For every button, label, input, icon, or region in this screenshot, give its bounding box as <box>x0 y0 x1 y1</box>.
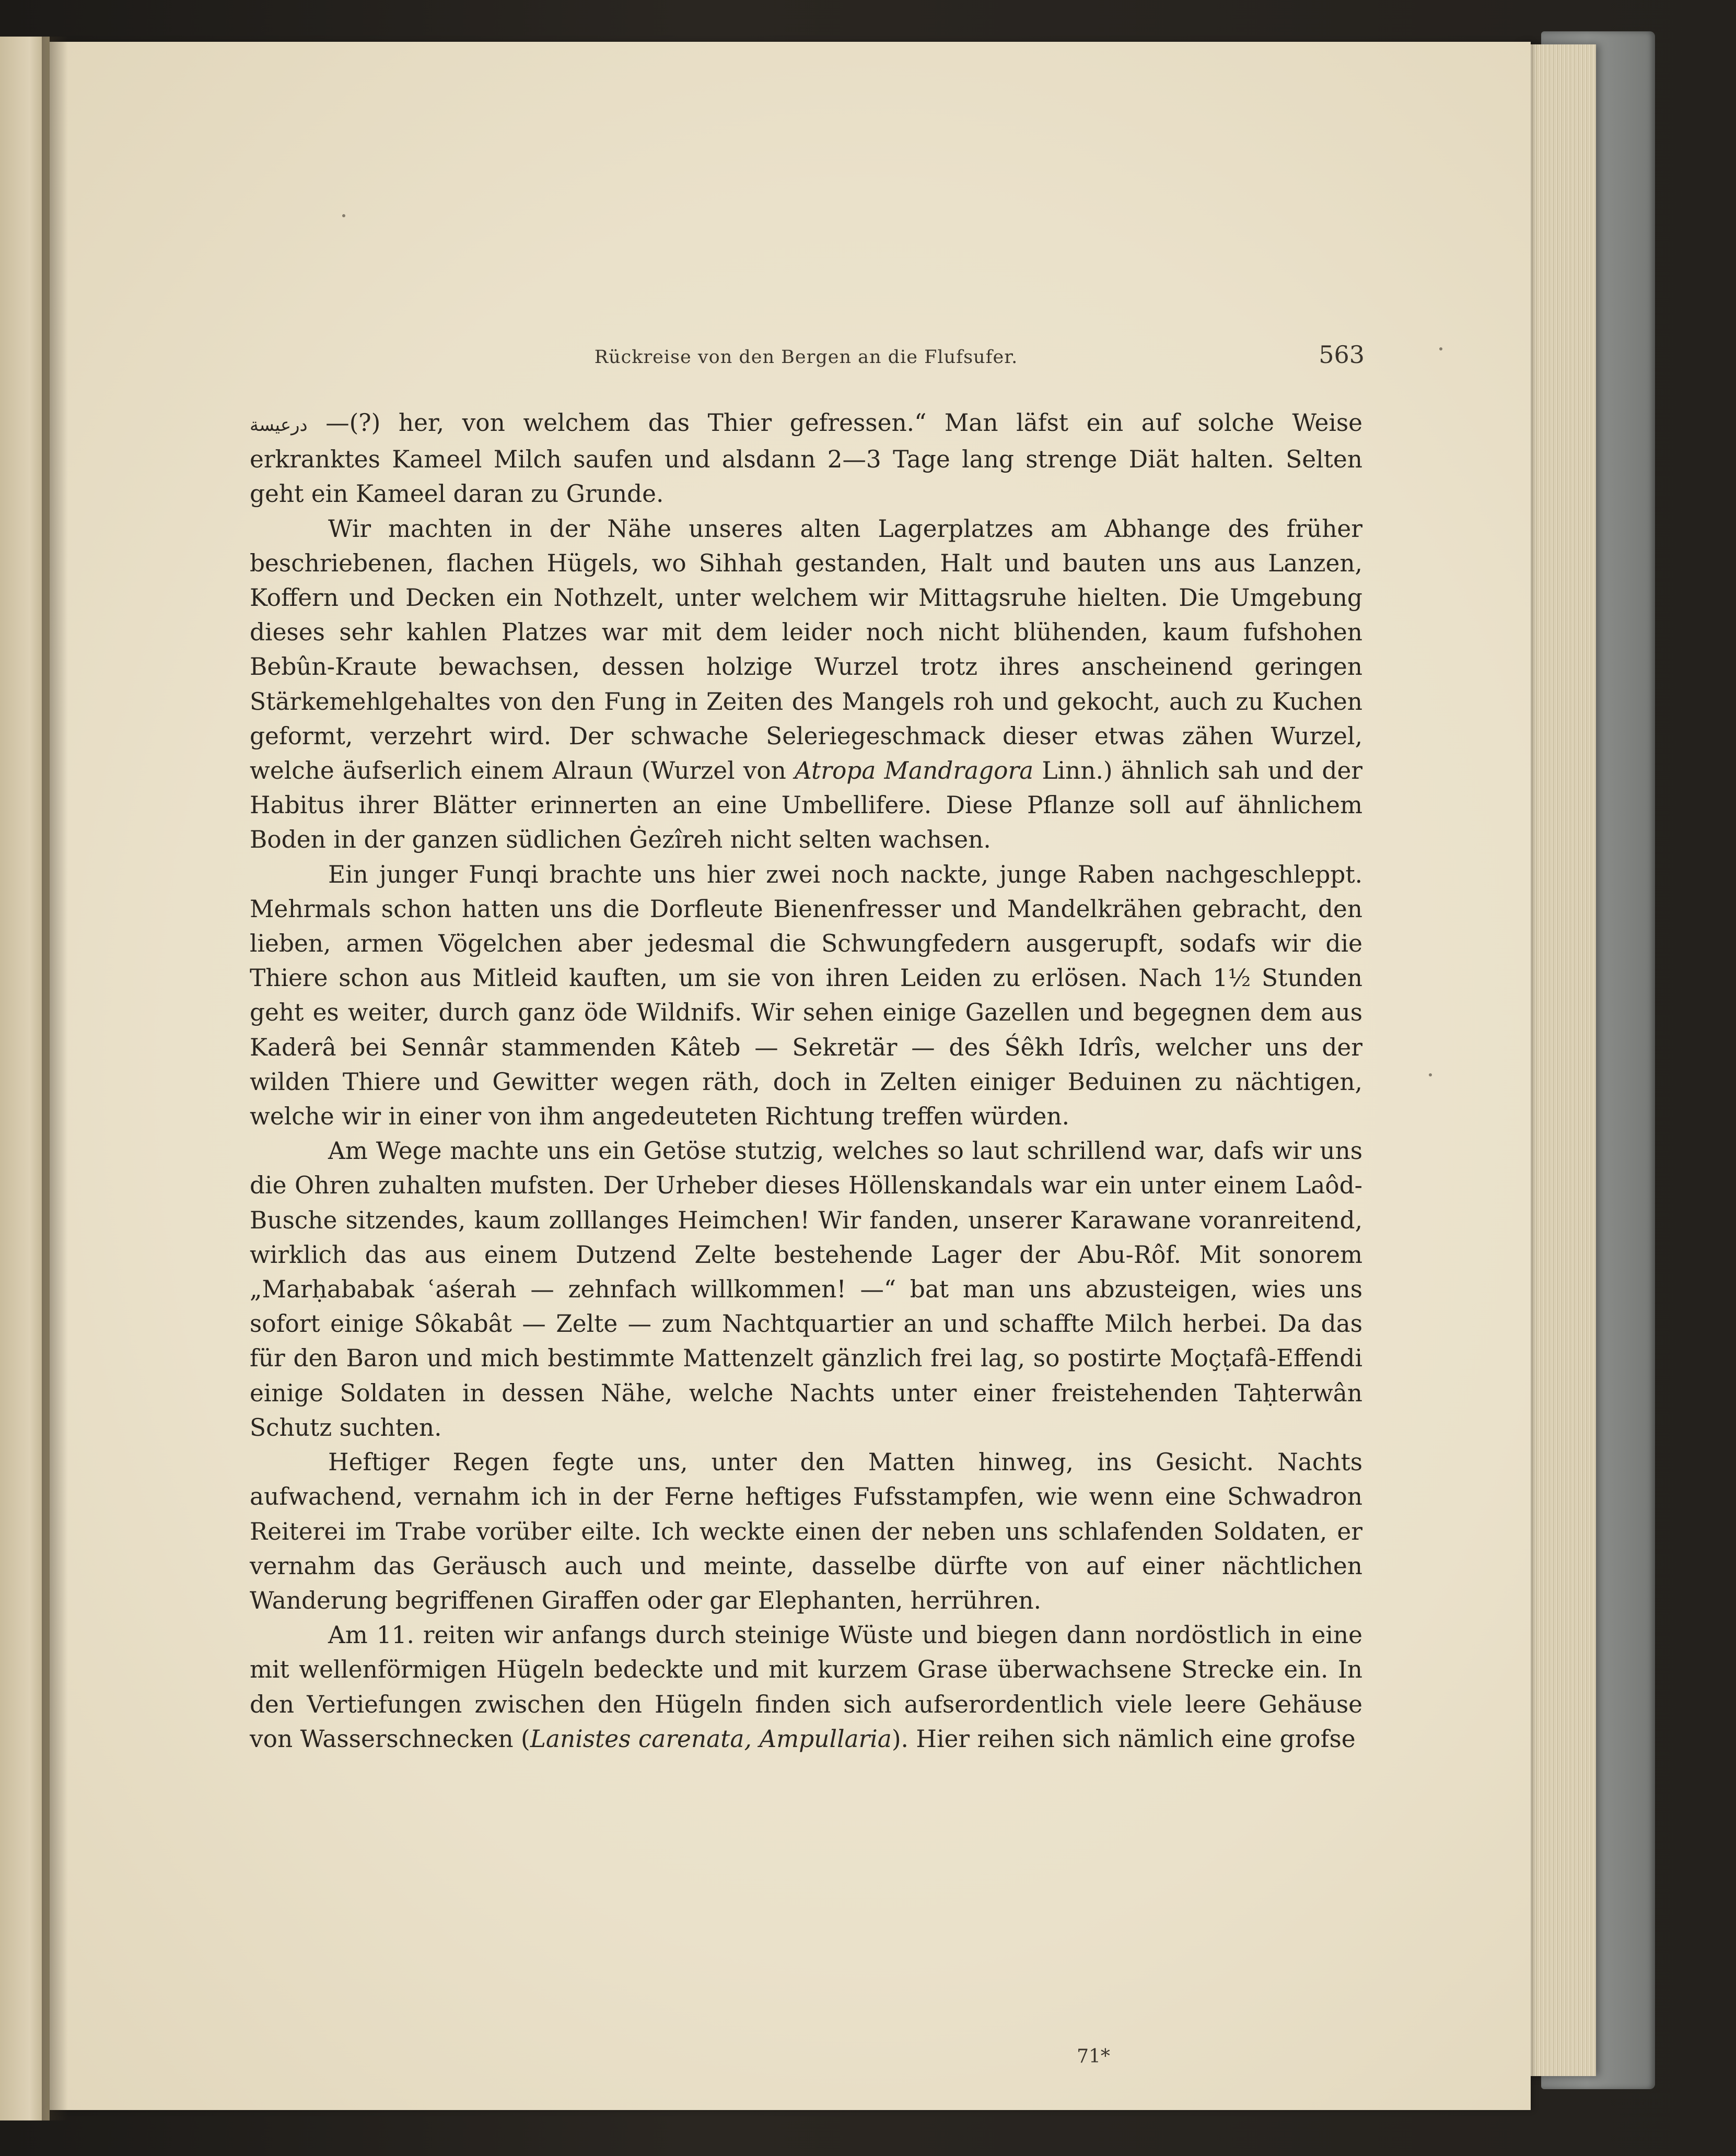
paragraph-2-species: Atropa Mandragora <box>795 757 1034 785</box>
running-head <box>250 309 1365 372</box>
paragraph-2-text-a: Wir machten in der Nähe unseres alten Lagerplatzes am Abhange des früher beschriebenen, flachen Hügels, wo Sihhah gestanden, Halt und bauten uns aus Lanzen, Koffern und Decken ein Nothzelt, unter welchem wir Mittagsruhe hielten. Die Umgebung dieses sehr kahlen Platzes war mit dem leider noch nicht blühenden, kaum fufshohen Bebûn-Kraute bewachsen, dessen holzige Wurzel trotz ihres anscheinend geringen Stärkemehlgehaltes von den Fung in Zeiten des Mangels roh und gekocht, auch zu Kuchen geformt, verzehrt wird. Der schwache Seleriegeschmack dieser etwas zähen Wurzel, welche äufserlich einem Alraun (Wurzel von <box>250 514 1362 785</box>
body-text <box>250 406 1362 1756</box>
paper-speck <box>1439 347 1442 350</box>
signature-mark: 71* <box>1077 2046 1110 2067</box>
page-number: 563 <box>1319 341 1365 369</box>
paragraph-5: Heftiger Regen fegte uns, unter den Matten hinweg, ins Gesicht. Nachts aufwachend, vernahm ich in der Ferne heftiges Fufsstampfen, wie wenn eine Schwadron Reiterei im Trabe vorüber eilte. Ich weckte einen der neben uns schlafenden Soldaten, er vernahm das Geräusch auch und meinte, dasselbe dürfte von auf einer nächtlichen Wanderung begriffenen Giraffen oder gar Elephanten, herrühren. <box>250 1448 1362 1614</box>
paragraph-2-text-b: Linn.) ähnlich sah und der Habitus ihrer Blätter erinnerten an eine Umbellifere. Diese Pflanze soll auf ähnlichem Boden in der ganzen südlichen Ġezîreh nicht selten wachsen. <box>250 757 1362 854</box>
running-title: Rückreise von den Bergen an die Flufsufer. <box>594 347 1018 368</box>
paragraph-4: Am Wege machte uns ein Getöse stutzig, welches so laut schrillend war, dafs wir uns die Ohren zuhalten mufsten. Der Urheber dieses Höllenskandals war ein unter einem Laôd-Busche sitzendes, kaum zolllanges Heimchen! Wir fanden, unserer Karawane voranreitend, wirklich das aus einem Dutzend Zelte bestehende Lager der Abu-Rôf. Mit sonorem „Marḥababak ʿaśerah — zehnfach willkommen! —“ bat man uns abzusteigen, wies uns sofort einige Sôkabât — Zelte — zum Nachtquartier an und schaffte Milch herbei. Da das für den Baron und mich bestimmte Mattenzelt gänzlich frei lag, so postirte Moçṭafâ-Effendi einige Soldaten in dessen Nähe, welche Nachts unter einer freistehenden Taḥterwân Schutz suchten. <box>250 1137 1362 1442</box>
paragraph-6-species: Lanistes carenata, Ampullaria <box>530 1725 892 1753</box>
paragraph-6-text-a: Am 11. reiten wir anfangs durch steinige Wüste und biegen dann nordöstlich in eine mit wellenförmigen Hügeln bedeckte und mit kurzem Grase überwachsene Strecke ein. In den Vertiefungen zwischen den Hügeln finden sich aufserordentlich viele leere Gehäuse von Wasserschnecken ( <box>250 1621 1362 1753</box>
arabic-word: درعيسة <box>250 415 308 436</box>
paragraph-1 <box>250 406 1362 512</box>
paragraph-6-text-b: ). Hier reihen sich nämlich eine grofse <box>891 1725 1356 1753</box>
gutter-shadow <box>42 37 68 2120</box>
paper-speck <box>1429 1073 1432 1076</box>
text-block <box>250 309 1365 2067</box>
paragraph-6 <box>250 1618 1362 1756</box>
paragraph-3: Ein junger Funqi brachte uns hier zwei noch nackte, junge Raben nachgeschleppt. Mehrmals schon hatten uns die Dorfleute Bienenfresser und Mandelkrähen gebracht, den lieben, armen Vögelchen aber jedesmal die Schwungfedern ausgerupft, sodafs wir die Thiere schon aus Mitleid kauften, um sie von ihren Leiden zu erlösen. Nach 1½ Stunden geht es weiter, durch ganz öde Wildnifs. Wir sehen einige Gazellen und begegnen dem aus Kaderâ bei Sennâr stammenden Kâteb — Sekretär — des Śêkh Idrîs, welcher uns der wilden Thiere und Gewitter wegen räth, doch in Zelten einiger Beduinen zu nächtigen, welche wir in einer von ihm angedeuteten Richtung treffen würden. <box>250 860 1362 1131</box>
paper-speck <box>342 214 345 217</box>
paragraph-2 <box>250 512 1362 858</box>
book-page <box>50 42 1531 2110</box>
paragraph-1-text: —(?) her, von welchem das Thier gefressen.“ Man läfst ein auf solche Weise erkranktes Kameel Milch saufen und alsdann 2—3 Tage lang strenge Diät halten. Selten geht ein Kameel daran zu Grunde. <box>250 409 1362 508</box>
